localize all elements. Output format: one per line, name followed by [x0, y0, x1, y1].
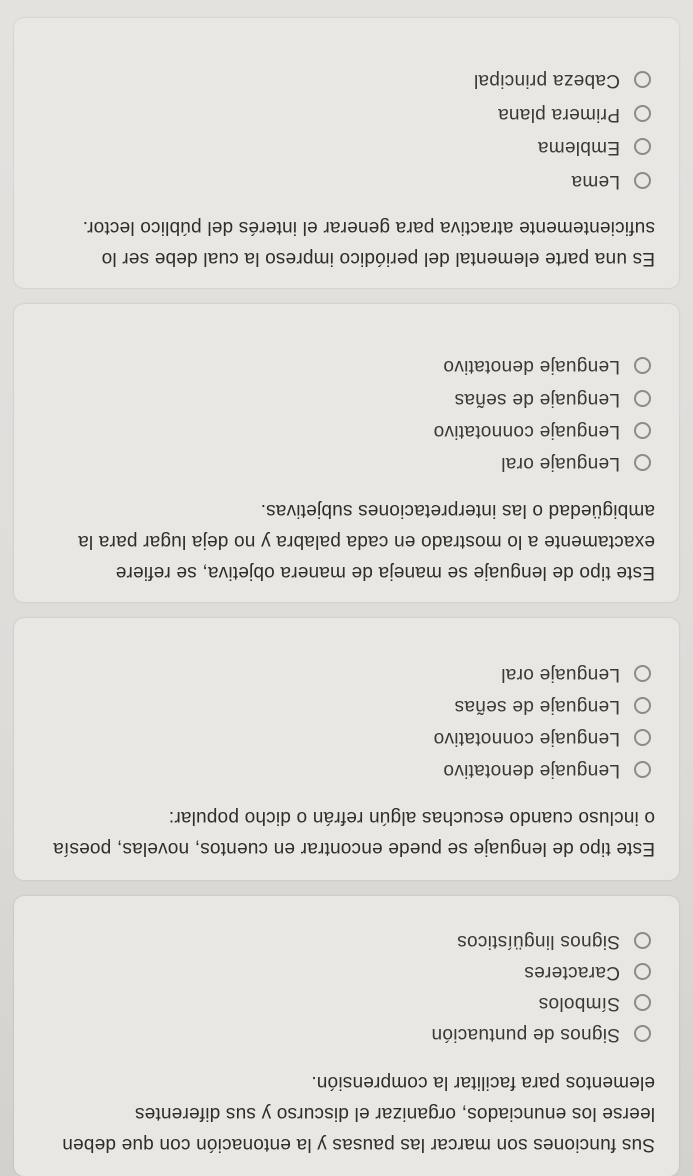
- option-simbolos[interactable]: [538, 988, 651, 1018]
- option-label: Caracteres: [524, 962, 620, 983]
- radio-icon[interactable]: [634, 173, 651, 190]
- option-label: Lenguaje oral: [500, 664, 620, 685]
- question-text-1: Sus funciones son marcar las pausas y la entonación con que deben leerse los enunciados, organizar el discurso y sus diferentes elementos para facilitar la comprensión.: [62, 1072, 655, 1155]
- radio-icon[interactable]: [634, 391, 651, 408]
- option-label: Cabeza principal: [473, 70, 620, 91]
- option-label: Lenguaje de señas: [454, 389, 620, 410]
- question-text-4: Es una parte elemental del periódico impreso la cual debe ser lo suficientemente atractiva para generar el interés del público lector.: [82, 217, 655, 269]
- option-label: Signos de puntuación: [431, 1024, 620, 1045]
- radio-icon[interactable]: [634, 666, 651, 683]
- option-lenguaje-oral[interactable]: [501, 448, 651, 478]
- option-primera-plana[interactable]: [498, 99, 651, 129]
- radio-icon[interactable]: [634, 933, 651, 950]
- option-caracteres[interactable]: [524, 957, 651, 987]
- option-cabeza-principal[interactable]: [474, 65, 651, 95]
- radio-icon[interactable]: [634, 1026, 651, 1043]
- question-text-2: Este tipo de lenguaje se puede encontrar en cuentos, novelas, poesía o incluso cuando escuchas algún refrán o dicho popular:: [53, 807, 655, 859]
- option-label: Lenguaje denotativo: [443, 760, 620, 781]
- option-lenguaje-oral[interactable]: [501, 659, 651, 689]
- radio-icon[interactable]: [634, 964, 651, 981]
- option-label: Emblema: [537, 137, 620, 158]
- option-lenguaje-denotativo[interactable]: [443, 755, 651, 785]
- radio-icon[interactable]: [634, 358, 651, 375]
- question-text-3: Este tipo de lenguaje se maneja de manera objetiva, se refiere exactamente a lo mostrado en cada palabra y no deja lugar para la ambigüedad o las interpretaciones subjetivas.: [77, 500, 655, 583]
- option-lenguaje-de-senas[interactable]: [454, 691, 651, 721]
- question-card-4: [14, 18, 679, 288]
- radio-icon[interactable]: [634, 730, 651, 747]
- radio-icon[interactable]: [634, 455, 651, 472]
- radio-icon[interactable]: [634, 139, 651, 156]
- option-lenguaje-denotativo[interactable]: [443, 351, 651, 381]
- option-label: Primera plana: [497, 104, 620, 125]
- option-label: Signos lingüísticos: [456, 931, 620, 952]
- option-lema[interactable]: [571, 166, 651, 196]
- question-card-2: [14, 618, 679, 880]
- question-card-1: [14, 896, 679, 1176]
- option-label: Lenguaje connotativo: [433, 421, 620, 442]
- option-lenguaje-de-senas[interactable]: [454, 384, 651, 414]
- option-lenguaje-connotativo[interactable]: [433, 723, 651, 753]
- radio-icon[interactable]: [634, 423, 651, 440]
- option-label: Lema: [571, 171, 620, 192]
- question-card-3: [14, 304, 679, 602]
- option-signos-de-puntuacion[interactable]: [431, 1019, 651, 1049]
- radio-icon[interactable]: [634, 106, 651, 123]
- option-label: Lenguaje connotativo: [433, 728, 620, 749]
- radio-icon[interactable]: [634, 762, 651, 779]
- option-label: Lenguaje oral: [500, 453, 620, 474]
- option-label: Lenguaje denotativo: [443, 356, 620, 377]
- option-label: Lenguaje de señas: [454, 696, 620, 717]
- option-emblema[interactable]: [538, 132, 651, 162]
- option-label: Símbolos: [538, 993, 620, 1014]
- radio-icon[interactable]: [634, 698, 651, 715]
- option-lenguaje-connotativo[interactable]: [433, 416, 651, 446]
- radio-icon[interactable]: [634, 995, 651, 1012]
- option-signos-linguisticos[interactable]: [457, 926, 651, 956]
- radio-icon[interactable]: [634, 72, 651, 89]
